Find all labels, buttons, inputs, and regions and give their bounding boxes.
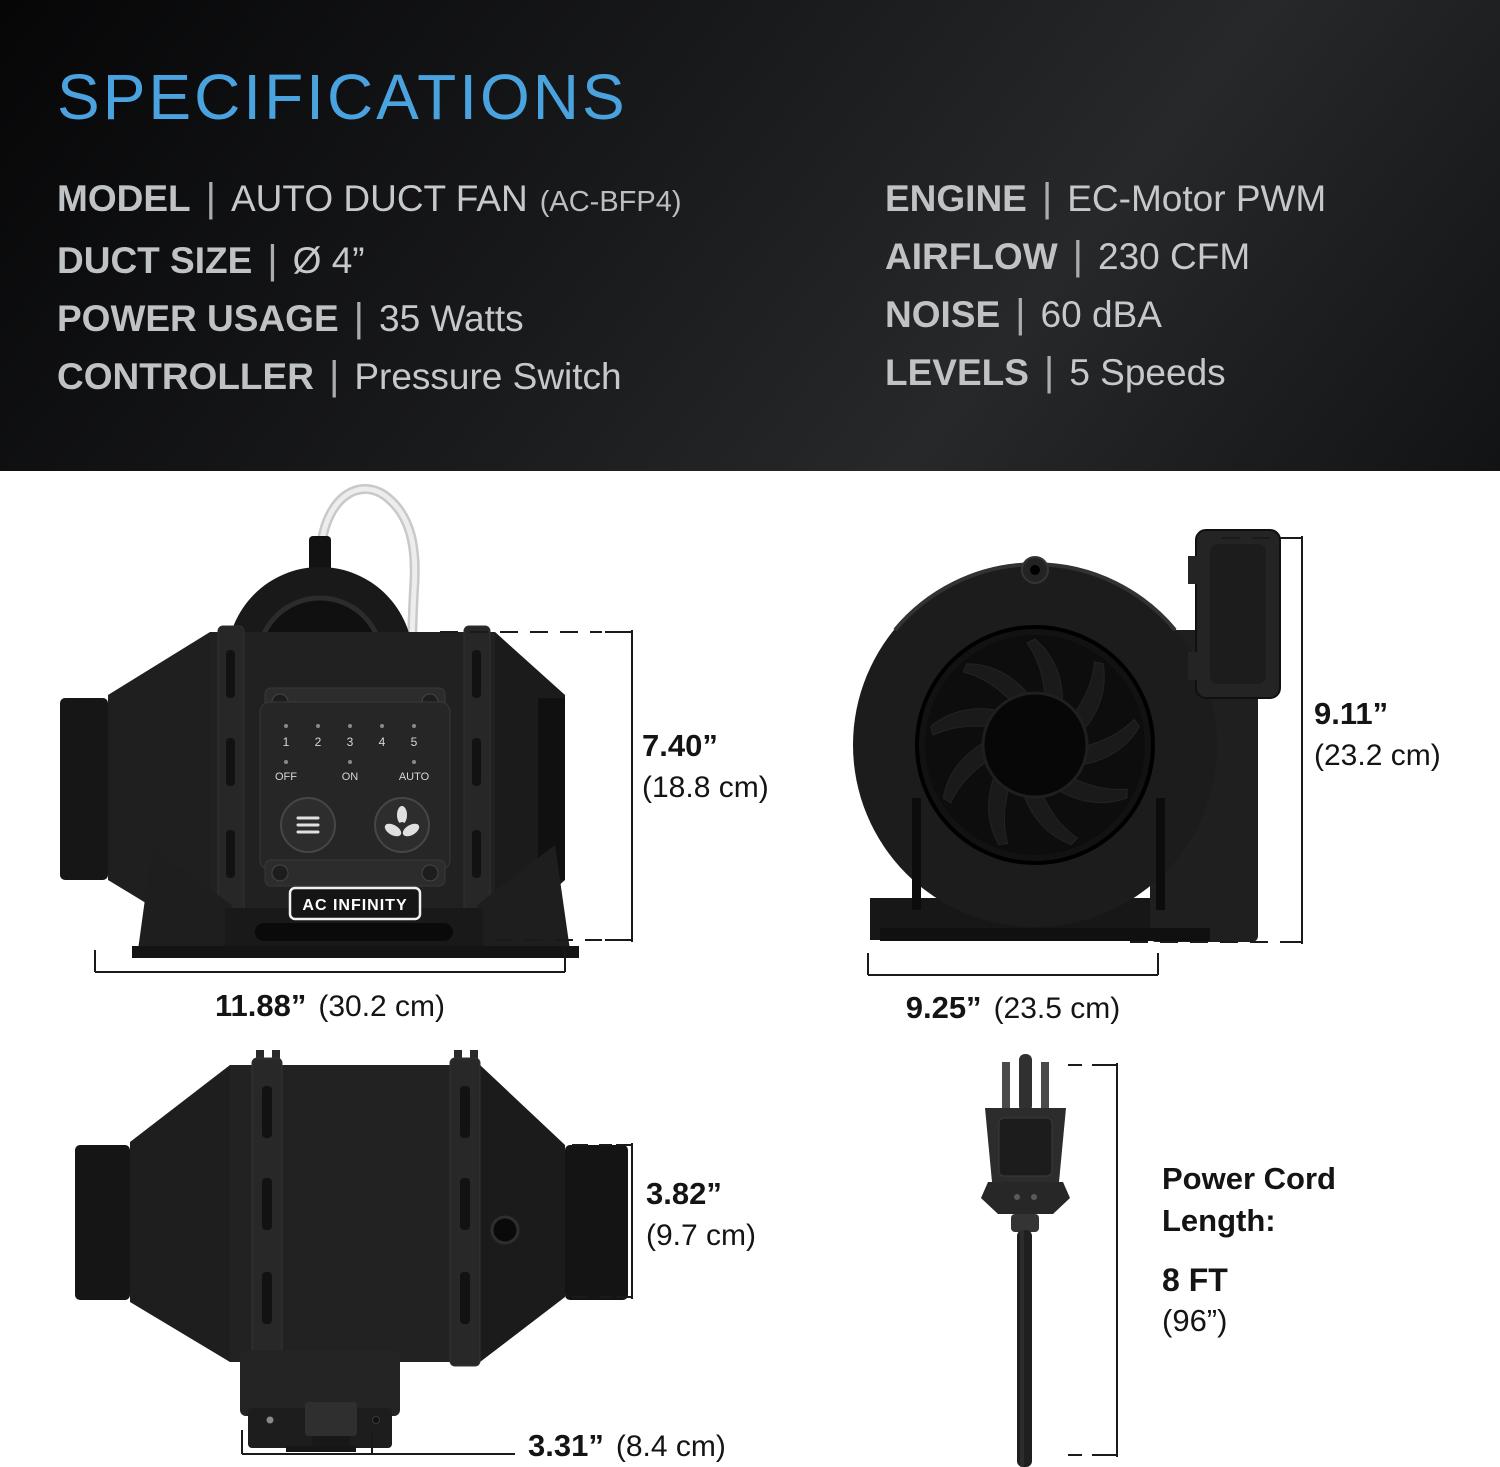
spec-separator: | [205,176,216,220]
spec-row-airflow [885,234,1326,278]
svg-text:2: 2 [314,735,322,749]
spec-value: 35 Watts [379,298,524,339]
spec-separator: | [1043,350,1055,394]
width-dimension-lines [868,953,1158,975]
controller-housing [240,1350,400,1452]
spec-model-code: (AC-BFP4) [539,186,682,218]
svg-text:3: 3 [346,735,354,749]
right-duct-collar [565,1145,628,1300]
front-view-figure [850,480,1500,1060]
spec-row-levels [885,350,1326,394]
front-width-label: 9.25” (23.5 cm) [905,990,1121,1025]
side-width-label: 11.88” (30.2 cm) [214,988,446,1023]
spec-row-duct-size [57,238,682,282]
impeller-hub [983,693,1087,797]
spec-label: CONTROLLER [57,356,314,397]
menu-button[interactable] [281,798,335,852]
power-plug [981,1054,1070,1467]
spec-label: MODEL [57,178,191,219]
spec-value: Pressure Switch [354,356,622,397]
svg-text:OFF: OFF [275,771,297,783]
side-view-figure [40,480,800,1060]
duct-fan-top-image [60,1050,820,1467]
spec-row-model [57,176,682,221]
spec-separator: | [267,238,278,282]
spec-label: DUCT SIZE [57,240,253,281]
power-cord-figure [940,1050,1500,1467]
left-duct-collar [75,1145,130,1300]
spec-label: NOISE [885,294,1001,335]
spec-column-right [885,176,1327,412]
spec-value: 5 Speeds [1069,352,1226,393]
top-view-figure [60,1050,820,1467]
svg-text:AUTO: AUTO [398,771,430,783]
spec-value: EC-Motor PWM [1067,178,1327,219]
svg-text:1: 1 [282,735,290,749]
svg-text:ON: ON [341,771,359,783]
spec-row-controller [57,354,682,398]
spec-separator: | [1041,176,1053,220]
spec-label: AIRFLOW [885,236,1058,277]
spec-value: 230 CFM [1098,236,1251,277]
svg-text:AC INFINITY: AC INFINITY [302,897,408,914]
spec-separator: | [1015,292,1026,336]
cord-dimension-lines [1068,1063,1117,1457]
top-depth-label: 3.82” (9.7 cm) [646,1176,757,1252]
page-title: SPECIFICATIONS [57,61,628,133]
spec-row-power-usage [57,296,682,340]
spec-separator: | [328,354,340,398]
side-port [492,1217,518,1243]
power-cord [1017,1230,1032,1467]
mounting-plate [1188,530,1280,698]
spec-value: 60 dBA [1040,294,1162,335]
spec-label: LEVELS [885,352,1029,393]
spec-value: AUTO DUCT FAN [231,178,528,219]
left-cone [130,1065,230,1362]
specifications-band [0,0,1500,471]
plug-prong [1002,1062,1010,1112]
side-height-label: 7.40” (18.8 cm) [642,728,769,804]
svg-text:5: 5 [410,735,418,749]
spec-separator: | [353,296,365,340]
svg-text:4: 4 [378,735,386,749]
front-height-label: 9.11” (23.2 cm) [1314,696,1441,772]
right-cone [480,1065,565,1362]
fan-speed-button[interactable] [375,798,429,852]
power-cord-label: Power Cord Length: 8 FT (96”) [1162,1161,1336,1338]
spec-label: ENGINE [885,178,1027,219]
clamp-band-right [450,1050,480,1366]
left-duct-collar [60,698,108,880]
spec-value: Ø 4” [292,240,365,281]
plug-prong [1041,1062,1049,1112]
top-width-label: 3.31” (8.4 cm) [528,1428,726,1463]
spec-row-noise [885,292,1326,336]
ground-pin [1019,1054,1032,1112]
brand-badge [290,888,420,919]
bracket-base [132,946,579,958]
spec-row-engine [885,176,1327,220]
spec-column-left [57,176,682,416]
spec-separator: | [1072,234,1084,278]
clamp-band-left [252,1050,282,1366]
control-panel [260,688,450,886]
spec-label: POWER USAGE [57,298,339,339]
